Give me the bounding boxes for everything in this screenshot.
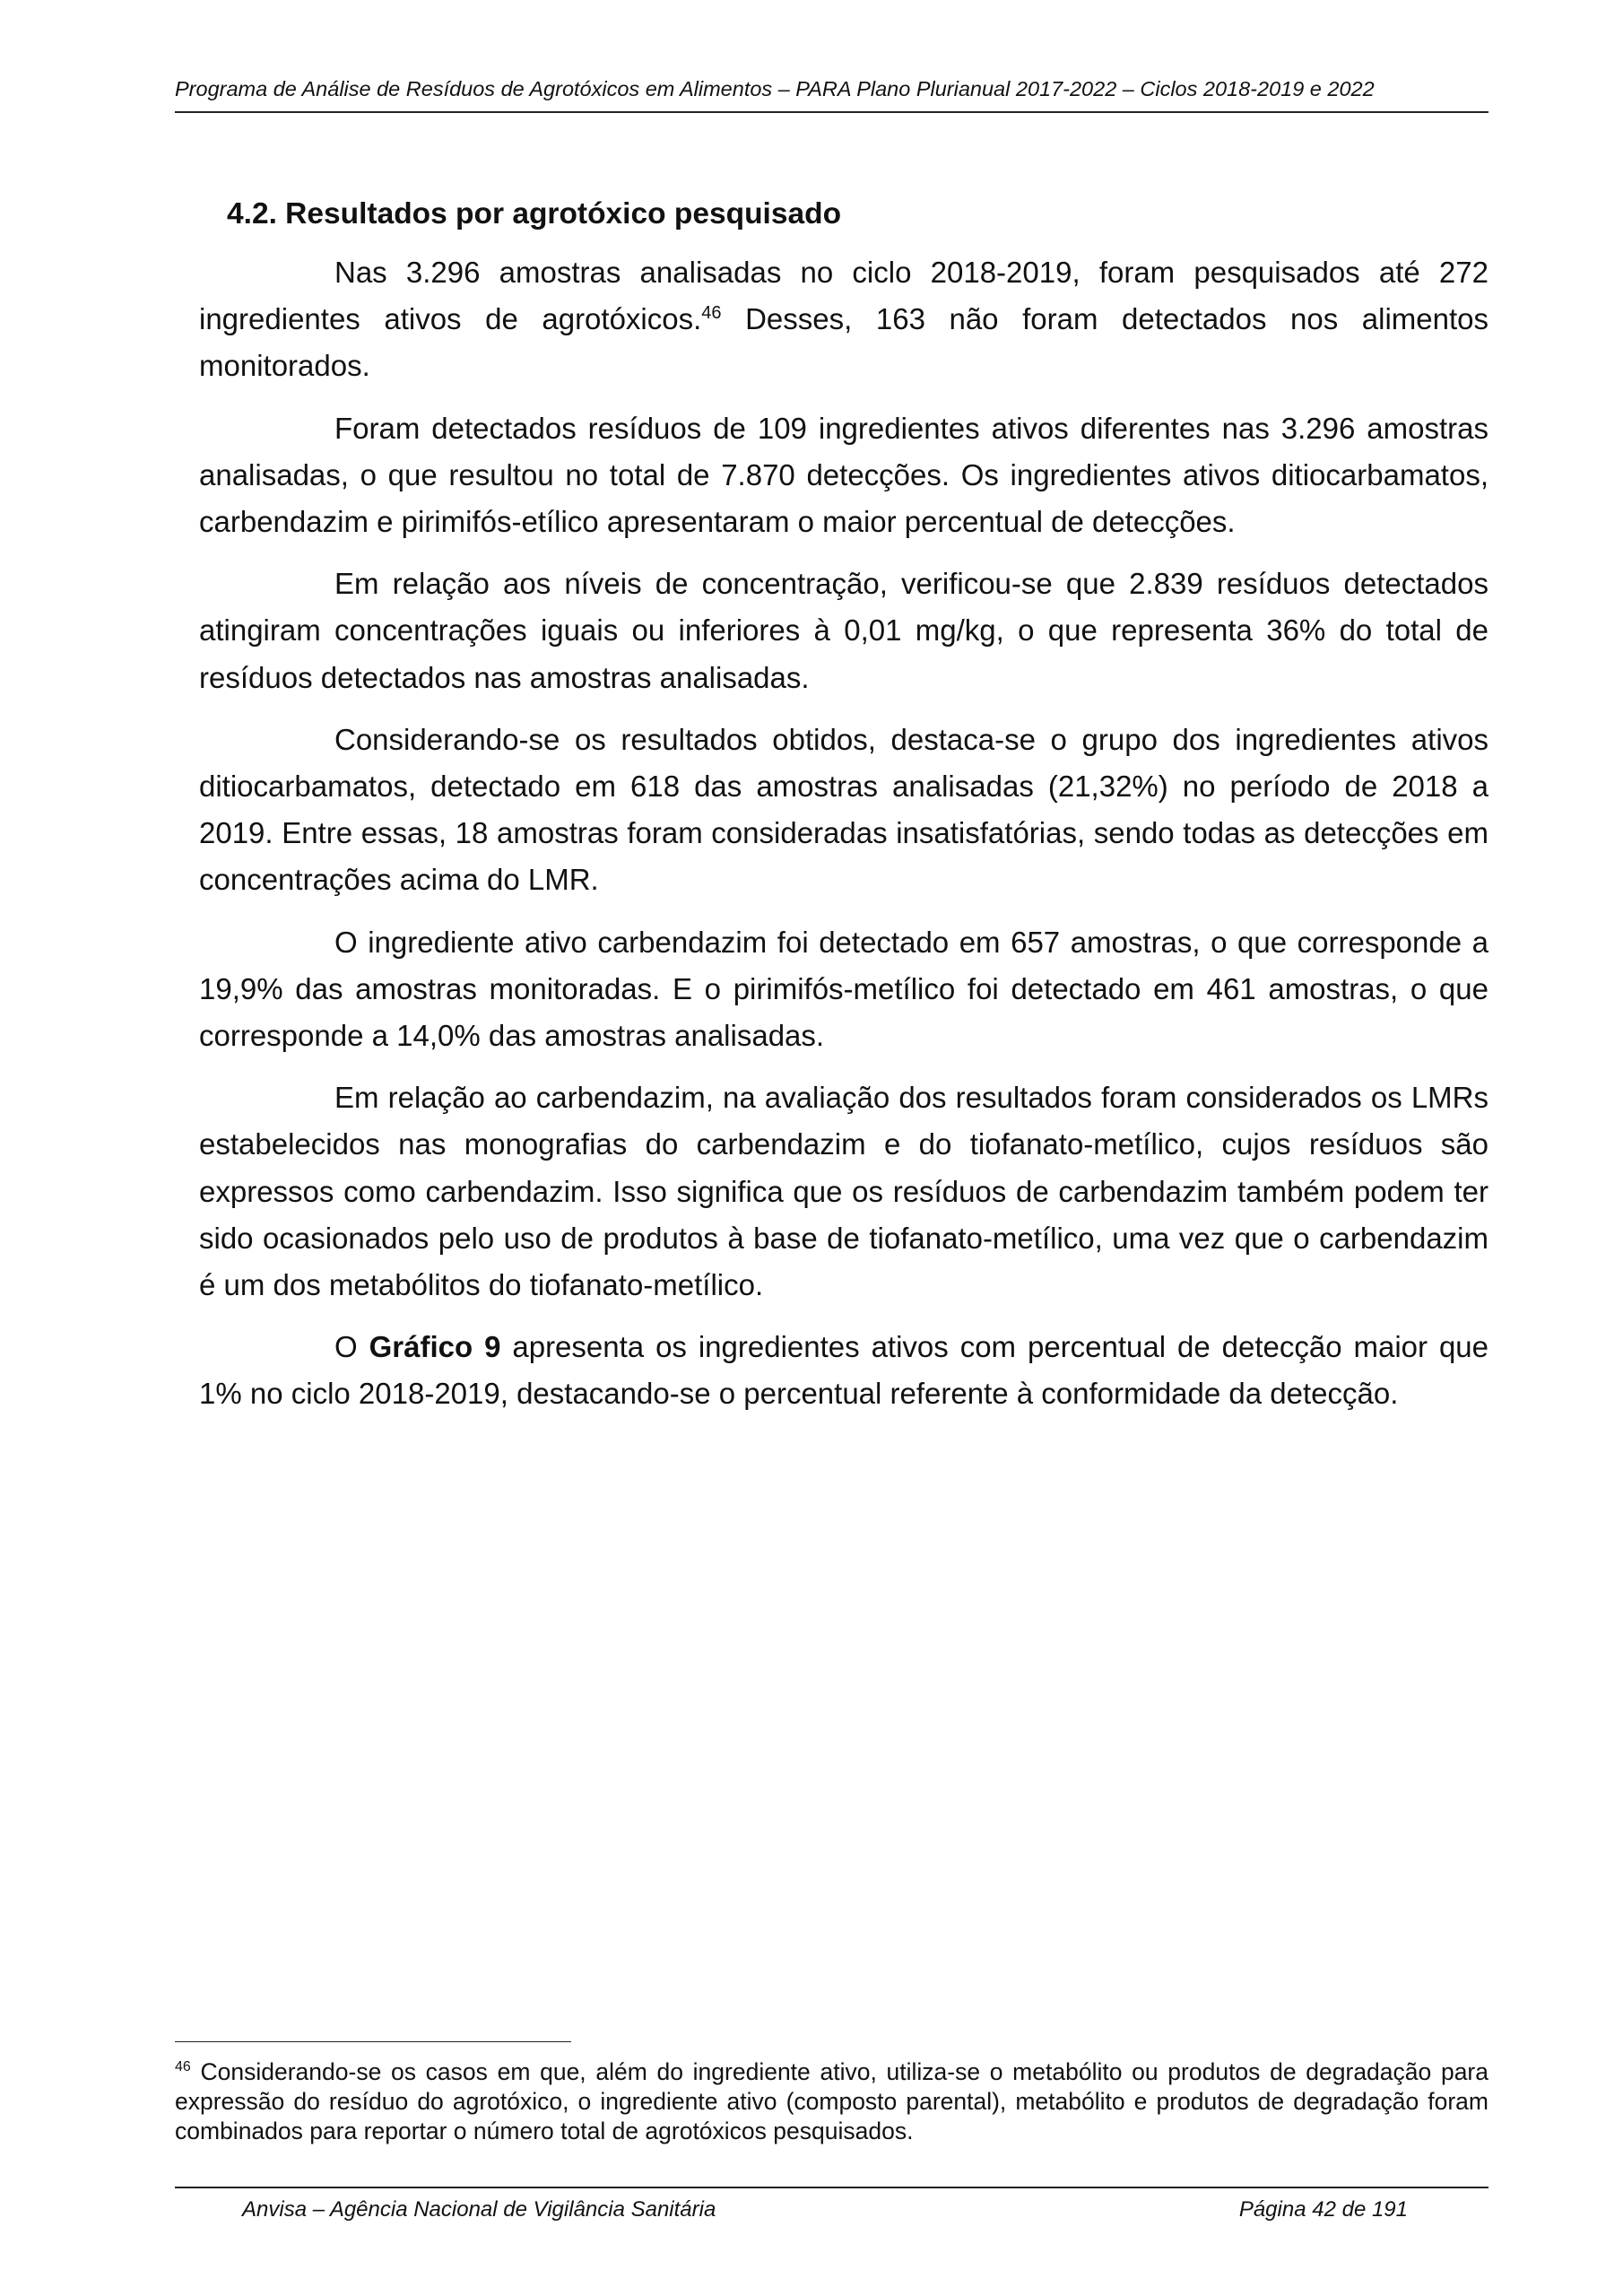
running-header: Programa de Análise de Resíduos de Agrotóxicos em Alimentos – PARA Plano Plurianual 2017-2022 – Ciclos 2018-2019 e 2022 bbox=[175, 77, 1375, 100]
footnote-marker: 46 bbox=[175, 2059, 191, 2075]
body-text bbox=[199, 249, 1488, 1433]
paragraph-7 bbox=[199, 1324, 1488, 1417]
paragraph-5: O ingrediente ativo carbendazim foi detectado em 657 amostras, o que corresponde a 19,9% das amostras monitoradas. E o pirimifós-metílico foi detectado em 461 amostras, o que corresponde a 14,0% das amostras analisadas. bbox=[199, 925, 1488, 1053]
paragraph-4: Considerando-se os resultados obtidos, destaca-se o grupo dos ingredientes ativos ditiocarbamatos, detectado em 618 das amostras analisadas (21,32%) no período de 2018 a 2019. Entre essas, 18 amostras foram consideradas insatisfatórias, sendo todas as detecções em concentrações acima do LMR. bbox=[199, 722, 1488, 897]
chart-reference: Gráfico 9 bbox=[369, 1330, 501, 1364]
footnote bbox=[175, 2057, 1488, 2146]
footnote-divider bbox=[175, 2041, 571, 2042]
footnote-text: Considerando-se os casos em que, além do ingrediente ativo, utiliza-se o metabólito ou produtos de degradação para expressão do resíduo do agrotóxico, o ingrediente ativo (composto parental), metabólito e produtos de degradação foram combinados para reportar o número total de agrotóxicos pesquisados. bbox=[175, 2058, 1488, 2144]
footnote-reference: 46 bbox=[701, 303, 722, 324]
page-number: Página 42 de 191 bbox=[1238, 2197, 1408, 2222]
section-heading: 4.2. Resultados por agrotóxico pesquisado bbox=[227, 197, 842, 230]
paragraph-1-text-a: Nas 3.296 amostras analisadas no ciclo 2018-2019, foram pesquisados até 272 ingredientes ativos de agrotóxicos. bbox=[199, 256, 1488, 336]
paragraph-1-text-b: Desses, 163 não foram detectados nos alimentos monitorados. bbox=[199, 302, 1488, 383]
footer-organization: Anvisa – Agência Nacional de Vigilância Sanitária bbox=[242, 2197, 716, 2222]
footer-divider bbox=[175, 2187, 1488, 2188]
paragraph-1 bbox=[199, 249, 1488, 390]
paragraph-7-text-b: apresenta os ingredientes ativos com percentual de detecção maior que 1% no ciclo 2018-2019, destacando-se o percentual referente à conformidade da detecção. bbox=[199, 1330, 1489, 1411]
paragraph-3: Em relação aos níveis de concentração, verificou-se que 2.839 resíduos detectados atingiram concentrações iguais ou inferiores à 0,01 mg/kg, o que representa 36% do total de resíduos detectados nas amostras analisadas. bbox=[199, 567, 1488, 694]
paragraph-7-text-a: O bbox=[334, 1330, 369, 1364]
paragraph-2: Foram detectados resíduos de 109 ingredientes ativos diferentes nas 3.296 amostras analisadas, o que resultou no total de 7.870 detecções. Os ingredientes ativos ditiocarbamatos, carbendazim e pirimifós-etílico apresentaram o maior percentual de detecções. bbox=[199, 411, 1488, 539]
paragraph-6: Em relação ao carbendazim, na avaliação dos resultados foram considerados os LMRs estabelecidos nas monografias do carbendazim e do tiofanato-metílico, cujos resíduos são expressos como carbendazim. Isso significa que os resíduos de carbendazim também podem ter sido ocasionados pelo uso de produtos à base de tiofanato-metílico, uma vez que o carbendazim é um dos metabólitos do tiofanato-metílico. bbox=[199, 1081, 1488, 1302]
header-divider bbox=[175, 111, 1488, 113]
